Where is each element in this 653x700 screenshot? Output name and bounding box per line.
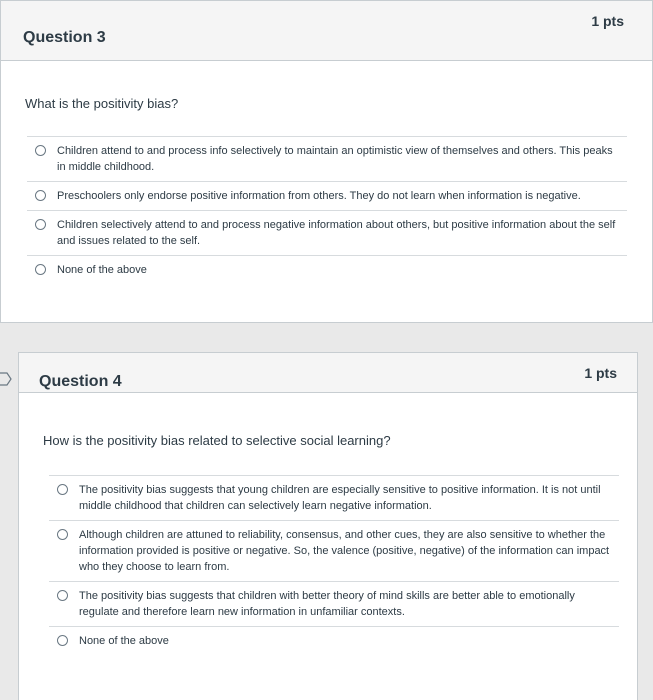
answer-label: None of the above (57, 264, 147, 276)
question-3-answers (27, 136, 627, 284)
answer-option[interactable] (27, 182, 627, 211)
answer-option[interactable] (49, 476, 619, 521)
answer-option[interactable] (27, 211, 627, 256)
answer-label: The positivity bias suggests that young children are especially sensitive to positive information. It is not until middle childhood that children can selectively learn negative information. (79, 484, 601, 512)
answer-option[interactable] (27, 137, 627, 182)
radio-button-icon[interactable] (57, 484, 68, 495)
radio-button-icon[interactable] (57, 529, 68, 540)
answer-label: None of the above (79, 635, 169, 647)
radio-button-icon[interactable] (35, 190, 46, 201)
answer-label: Children selectively attend to and process negative information about others, but positive information about the self and issues related to the self. (57, 219, 616, 247)
question-3-text: What is the positivity bias? (25, 96, 179, 111)
question-3-points: 1 pts (591, 13, 624, 29)
radio-button-icon[interactable] (57, 590, 68, 601)
answer-option[interactable] (49, 582, 619, 627)
answer-option[interactable] (49, 521, 619, 582)
question-4-points: 1 pts (584, 365, 617, 381)
radio-button-icon[interactable] (35, 264, 46, 275)
question-3-title: Question 3 (23, 29, 106, 46)
flag-question-icon[interactable] (0, 372, 12, 386)
question-4-title: Question 4 (39, 373, 122, 390)
question-4-card (18, 352, 638, 700)
answer-option[interactable] (49, 627, 619, 655)
radio-button-icon[interactable] (35, 219, 46, 230)
answer-label: Preschoolers only endorse positive information from others. They do not learn when information is negative. (57, 190, 581, 202)
answer-label: Although children are attuned to reliability, consensus, and other cues, they are also sensitive to whether the information provided is positive or negative. So, the valence (positive, negative) of the information can impact who they choose to learn from. (79, 529, 610, 573)
answer-option[interactable] (27, 256, 627, 284)
question-4-header (19, 353, 637, 393)
question-3-card (0, 0, 653, 323)
radio-button-icon[interactable] (57, 635, 68, 646)
answer-label: The positivity bias suggests that children with better theory of mind skills are better able to emotionally regulate and therefore learn new information in unfamiliar contexts. (79, 590, 575, 618)
question-4-answers (49, 475, 619, 655)
answer-label: Children attend to and process info selectively to maintain an optimistic view of themselves and others. This peaks in middle childhood. (57, 145, 613, 173)
radio-button-icon[interactable] (35, 145, 46, 156)
question-3-header (1, 1, 652, 61)
question-4-text: How is the positivity bias related to selective social learning? (43, 433, 391, 448)
